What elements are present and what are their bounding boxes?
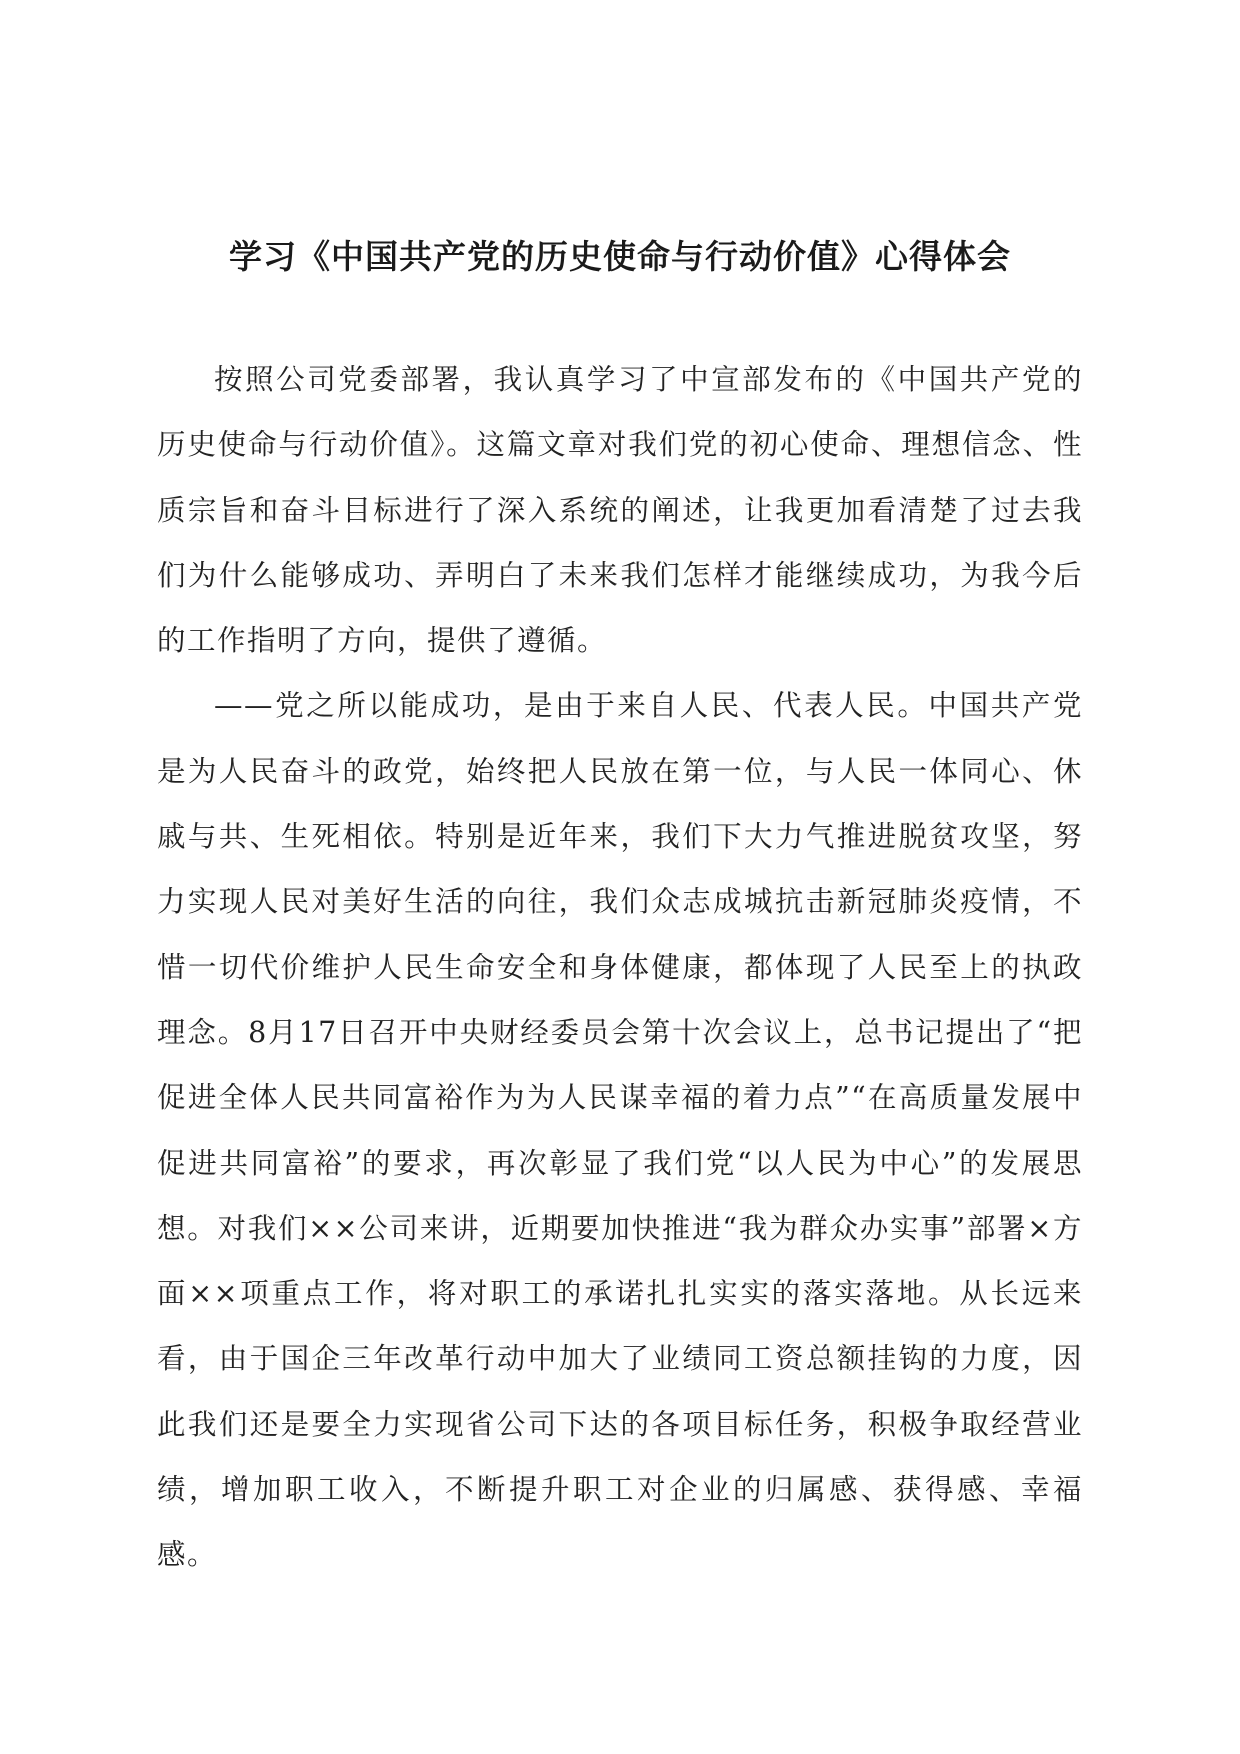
paragraph-intro: 按照公司党委部署，我认真学习了中宣部发布的《中国共产党的历史使命与行动价值》。这篇文章对我们党的初心使命、理想信念、性质宗旨和奋斗目标进行了深入系统的阐述，让我更加看清楚了过去我们为什么能够成功、弄明白了未来我们怎样才能继续成功，为我今后的工作指明了方向，提供了遵循。 [157,363,1083,658]
document-title: 学习《中国共产党的历史使命与行动价值》心得体会 [229,237,1011,276]
paragraph-people: ——党之所以能成功，是由于来自人民、代表人民。中国共产党是为人民奋斗的政党，始终把人民放在第一位，与人民一体同心、休戚与共、生死相依。特别是近年来，我们下大力气推进脱贫攻坚，努力实现人民对美好生活的向往，我们众志成城抗击新冠肺炎疫情，不惜一切代价维护人民生命安全和身体健康，都体现了人民至上的执政理念。8月17日召开中央财经委员会第十次会议上，总书记提出了“把促进全体人民共同富裕作为为人民谋幸福的着力点”“在高质量发展中促进共同富裕”的要求，再次彰显了我们党“以人民为中心”的发展思想。对我们××公司来讲，近期要加快推进“我为群众办实事”部署×方面××项重点工作，将对职工的承诺扎扎实实的落实落地。从长远来看，由于国企三年改革行动中加大了业绩同工资总额挂钩的力度，因此我们还是要全力实现省公司下达的各项目标任务，积极争取经营业绩，增加职工收入，不断提升职工对企业的归属感、获得感、幸福感。 [157,689,1083,1572]
document-body [157,347,1083,1588]
